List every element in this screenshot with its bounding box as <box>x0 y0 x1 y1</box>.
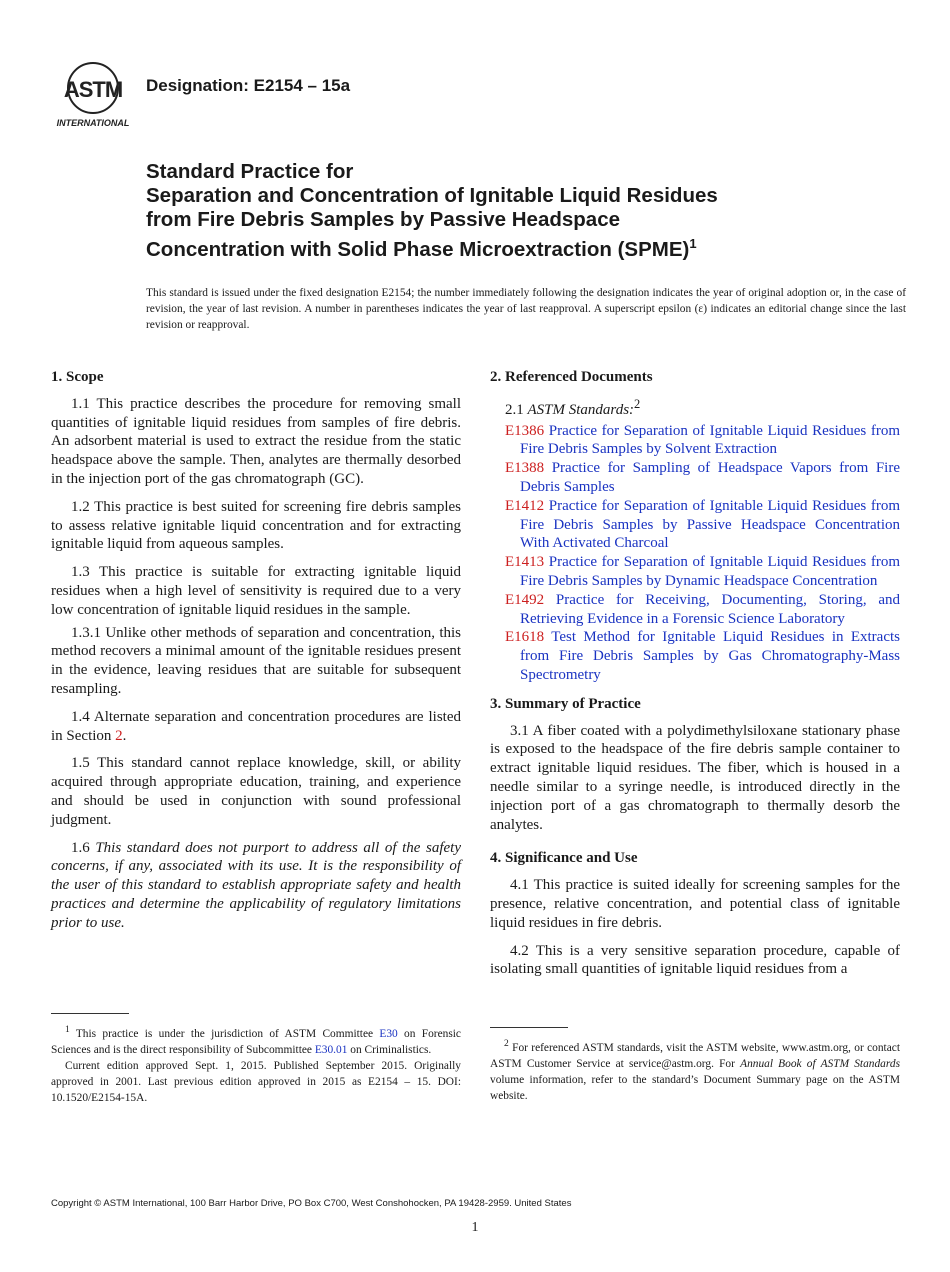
reference-item[interactable] <box>490 553 900 591</box>
para-1-6: 1.6 This standard does not purport to address all of the safety concerns, if any, associated with its use. It is the responsibility of the user of this standard to establish appropriate safety and health practices and determine the applicability of regulatory limitations prior to use. <box>51 839 462 931</box>
reference-item[interactable] <box>490 497 900 553</box>
section-2-link[interactable]: 2 <box>115 727 123 744</box>
para-3-1: 3.1 A fiber coated with a polydimethylsiloxane stationary phase is exposed to the headspace of the fire debris sample container to extract ignitable liquid residues. The fiber, which is housed in a needle similar to a syringe needle, is introduced directly in the injection port of a gas chromatograph to thermally desorb the analytes. <box>490 722 900 833</box>
reference-code[interactable]: E1492 <box>505 591 545 608</box>
reference-item[interactable] <box>490 459 900 497</box>
reference-title[interactable]: Practice for Separation of Ignitable Liquid Residues from Fire Debris Samples by Dynamic Headspace Concentration <box>520 554 900 589</box>
reference-code[interactable]: E1386 <box>505 422 545 439</box>
astm-logo <box>52 58 134 130</box>
para-1-1: 1.1 This practice describes the procedure for removing small quantities of ignitable liquid residues from samples of fire debris. An adsorbent material is used to extract the residue from the static headspace above the sample. Then, analytes are thermally desorbed in the injection port of the gas chromatograph (GC). <box>51 395 461 487</box>
footnote-rule-left <box>51 1013 129 1014</box>
right-column <box>490 368 900 988</box>
reference-code[interactable]: E1618 <box>505 629 545 646</box>
para-1-3: 1.3 This practice is suitable for extracting ignitable liquid residues when a high level of sensitivity is required due to a very low concentration of ignitable liquid residues in the sample. <box>51 564 461 618</box>
reference-title[interactable]: Practice for Separation of Ignitable Liquid Residues from Fire Debris Samples by Passive Headspace Concentration With Activated Charcoal <box>520 497 900 552</box>
footnote-rule-right <box>490 1027 568 1028</box>
reference-title[interactable]: Practice for Receiving, Documenting, Storing, and Retrieving Evidence in a Forensic Science Laboratory <box>520 591 900 627</box>
document-title <box>146 160 886 262</box>
reference-title[interactable]: Practice for Sampling of Headspace Vapors from Fire Debris Samples <box>520 460 900 495</box>
title-line-1: Standard Practice for <box>146 160 354 183</box>
edition-note: Current edition approved Sept. 1, 2015. Published September 2015. Originally approved in 2001. Last previous edition approved in 2015 as E2154 – 15. DOI: 10.1520/E2154-15A. <box>51 1059 461 1104</box>
svg-text:ASTM: ASTM <box>63 77 123 102</box>
issuance-note: This standard is issued under the fixed designation E2154; the number immediately following the designation indicates the year of original adoption or, in the case of revision, the year of last revision. A number in parentheses indicates the year of last reapproval. A superscript epsilon (ε) indicates an editorial change since the last revision or reapproval. <box>146 287 906 331</box>
reference-title[interactable]: Test Method for Ignitable Liquid Residues in Extracts from Fire Debris Samples by Gas Chromatography-Mass Spectrometry <box>520 629 900 683</box>
title-footnote-mark: 1 <box>689 236 697 251</box>
copyright-notice: Copyright © ASTM International, 100 Barr Harbor Drive, PO Box C700, West Conshohocken, PA 19428-2959. United States <box>51 1198 572 1209</box>
section-scope-heading: 1. Scope <box>51 369 104 385</box>
para-4-2: 4.2 This is a very sensitive separation procedure, capable of isolating small quantities of ignitable liquid residues from a <box>490 942 900 978</box>
section-significance-heading: 4. Significance and Use <box>490 850 638 867</box>
section-referenced-heading: 2. Referenced Documents <box>490 369 653 385</box>
title-line-4: Concentration with Solid Phase Microextraction (SPME)$^1$ <box>146 236 697 261</box>
reference-item[interactable] <box>490 591 900 629</box>
left-column <box>51 368 461 942</box>
para-1-4: 1.4 Alternate separation and concentration procedures are listed in Section 2. <box>51 708 461 744</box>
reference-code[interactable]: E1413 <box>505 554 545 571</box>
e30-01-link[interactable]: E30.01 <box>314 1043 348 1056</box>
title-line-2: Separation and Concentration of Ignitable Liquid Residues <box>146 184 718 207</box>
reference-item[interactable] <box>490 628 900 684</box>
reference-code[interactable]: E1388 <box>505 460 545 477</box>
para-1-2: 1.2 This practice is best suited for screening fire debris samples to assess relative ignitable liquid concentration and for extracting ignitable liquid from aqueous samples. <box>51 498 461 553</box>
page-number: 1 <box>471 1220 479 1235</box>
section-summary-heading: 3. Summary of Practice <box>490 695 641 712</box>
para-1-3-1: 1.3.1 Unlike other methods of separation and concentration, this method recovers a minimal amount of the ignitable residues present in the evidence, leaving residues that are suitable for subsequent resampling. <box>51 624 461 697</box>
reference-code[interactable]: E1412 <box>505 497 545 514</box>
astm-standards-subheading: 2.1 ASTM Standards:$^2$ <box>505 396 641 418</box>
para-1-5: 1.5 This standard cannot replace knowledge, skill, or ability acquired through appropriate education, training, and experience and should be used in conjunction with sound professional judgment. <box>51 755 461 828</box>
reference-item[interactable] <box>490 422 900 460</box>
svg-text:INTERNATIONAL: INTERNATIONAL <box>56 118 130 128</box>
referenced-list <box>490 422 900 685</box>
reference-title[interactable]: Practice for Separation of Ignitable Liquid Residues from Fire Debris Samples by Solvent Extraction <box>520 422 900 458</box>
title-line-3: from Fire Debris Samples by Passive Headspace <box>146 208 621 231</box>
designation: Designation: E2154 – 15a <box>146 76 351 95</box>
para-4-1: 4.1 This practice is suited ideally for screening samples for the presence, relative concentration, and potential class of ignitable liquid residues in fire debris. <box>490 877 900 931</box>
footnote-2: $^2$ For referenced ASTM standards, visit the ASTM website, www.astm.org, or contact ASTM Customer Service at service@astm.org. For Annual Book of ASTM Standards volume information, refer to the standard’s Document Summary page on the ASTM website. <box>490 1039 901 1102</box>
e30-link[interactable]: E30 <box>379 1027 398 1040</box>
footnote-1: $^1$ This practice is under the jurisdiction of ASTM Committee E30 on Forensic Sciences and is the direct responsibility of Subcommittee E30.01 on Criminalistics. Current edition approved Sept. 1, 2015. Published September 2015. Originally approved in 2001. Last previous edition approved in 2015 as E2154 – 15. DOI: 10.1520/E2154-15A. <box>51 1025 461 1104</box>
